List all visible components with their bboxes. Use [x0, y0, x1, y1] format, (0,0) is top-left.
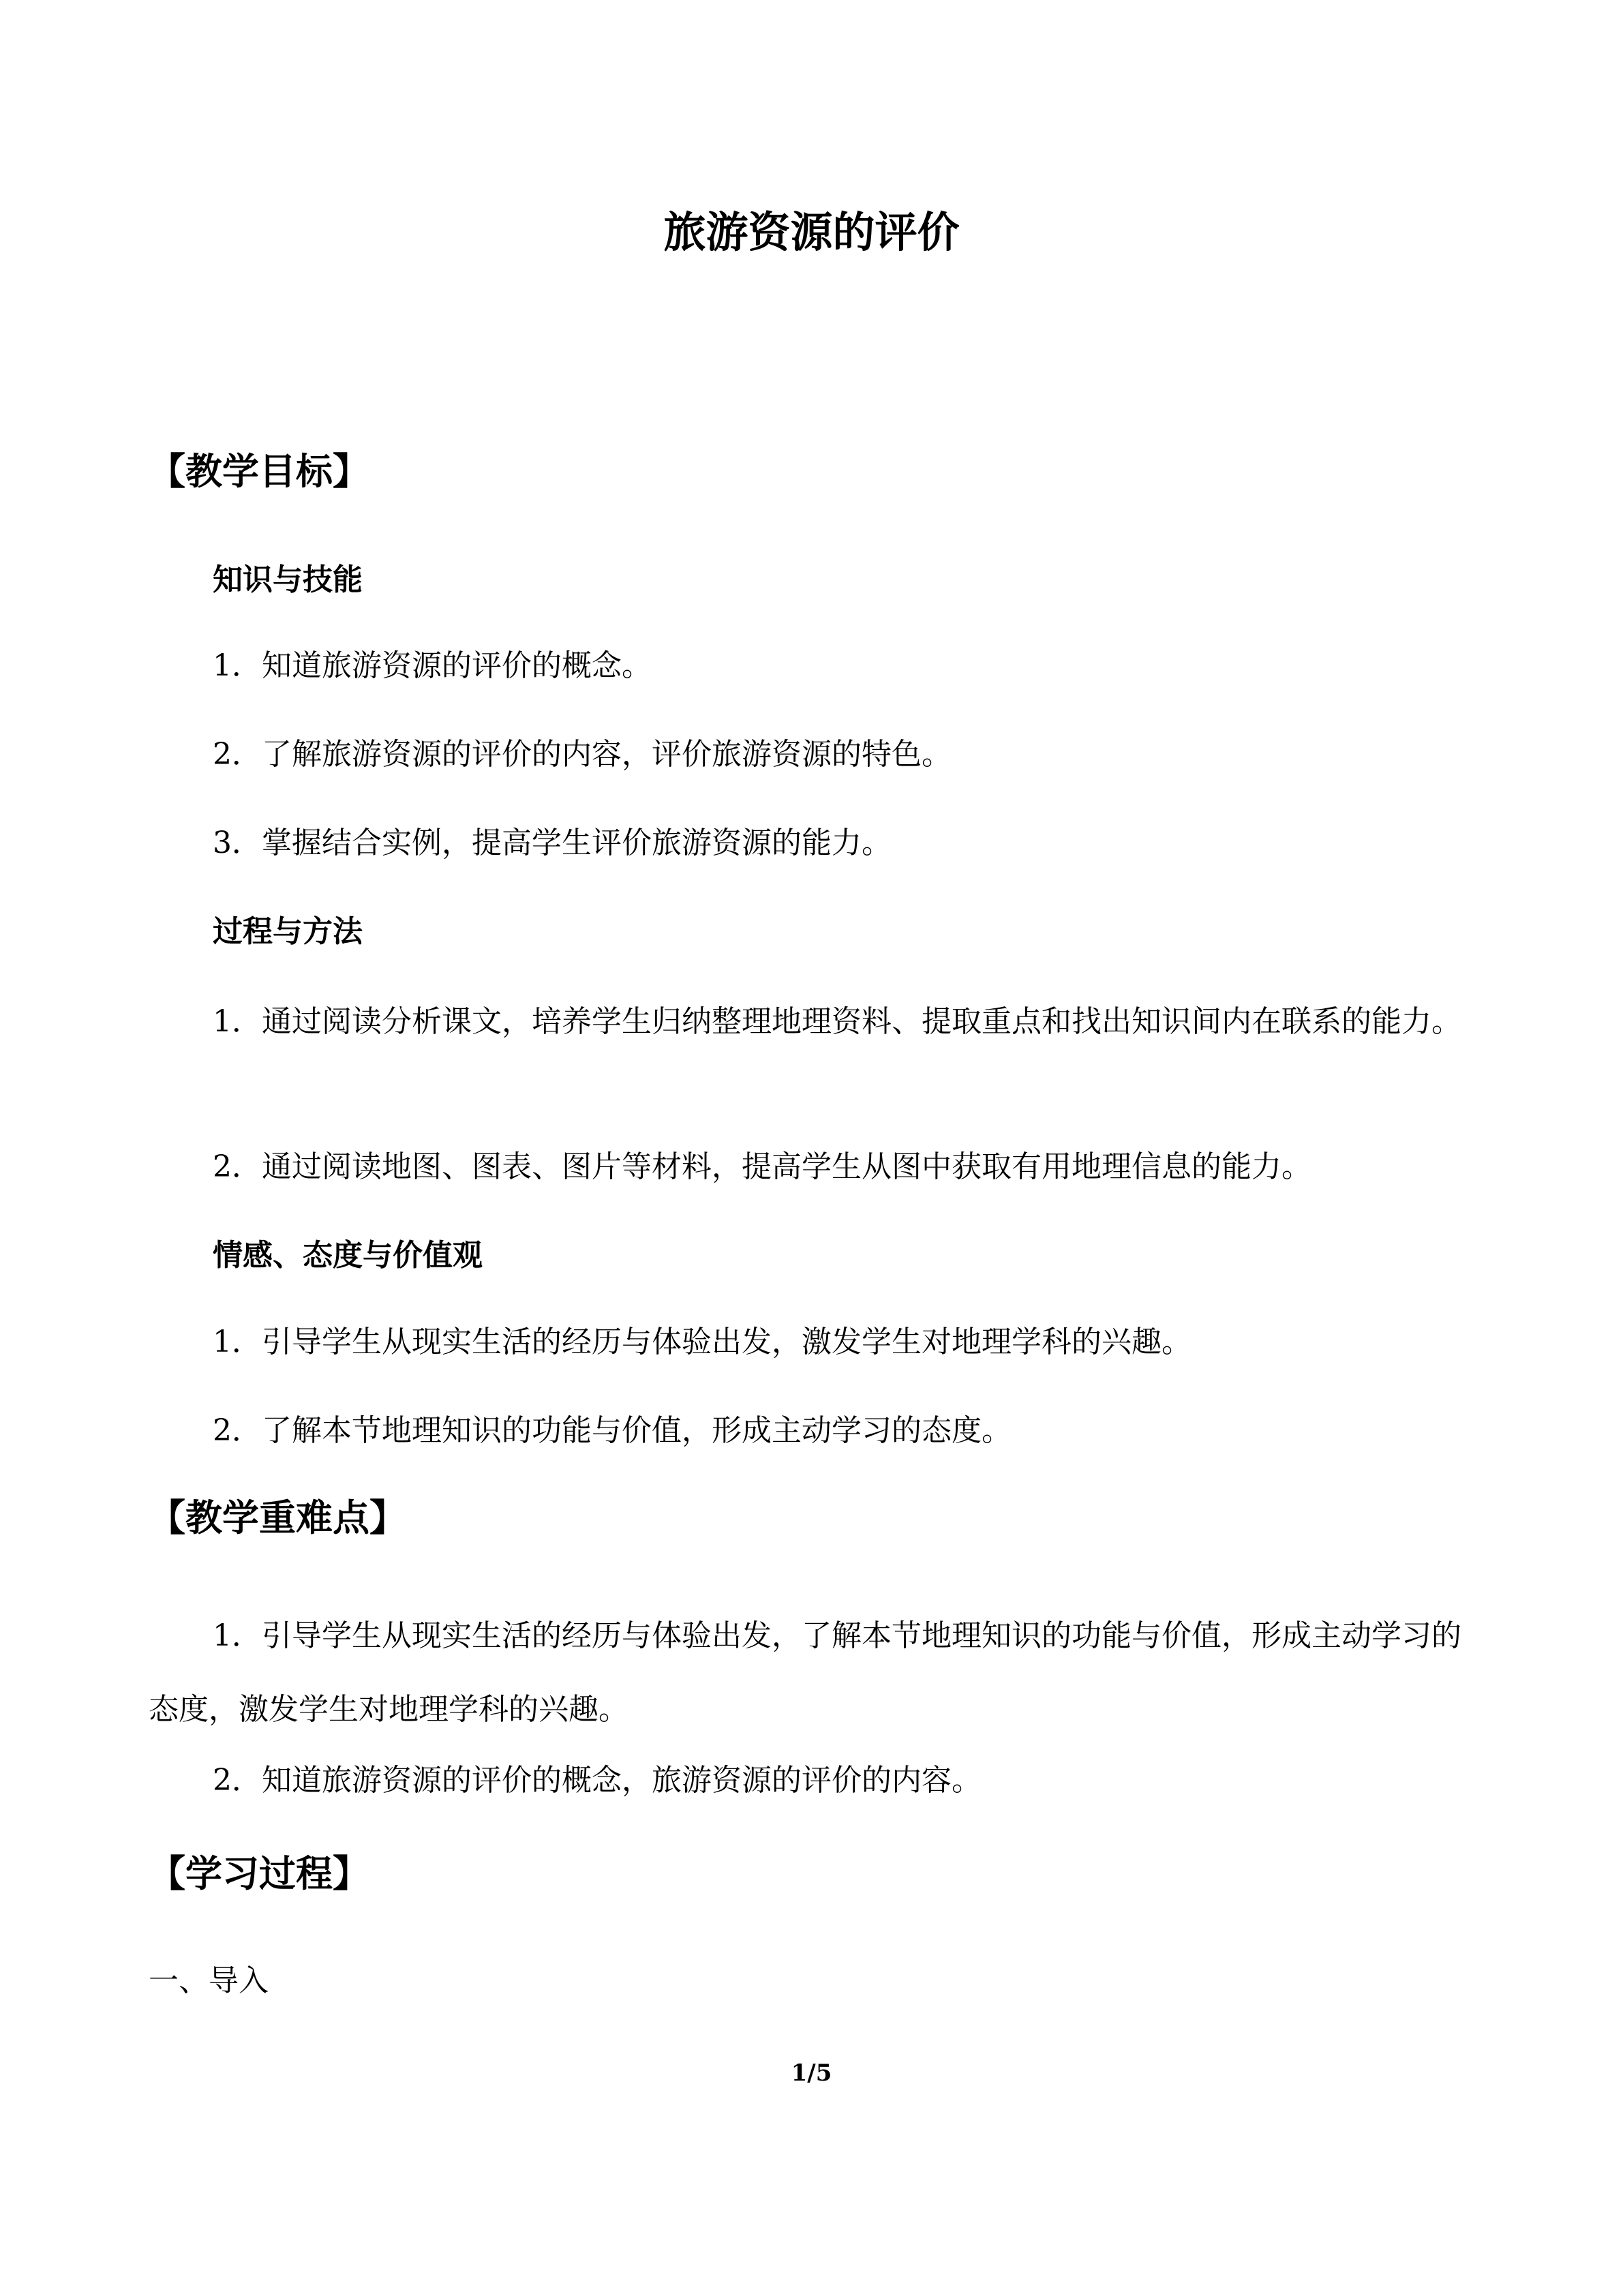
key-point-item-1: 1．引导学生从现实生活的经历与体验出发，了解本节地理知识的功能与价值，形成主动学习的态度，激发学生对地理学科的兴趣。: [149, 1618, 1461, 1727]
page-number: 1/5: [791, 2059, 832, 2087]
section-heading-learning-process: 【学习过程】: [149, 1852, 369, 1895]
subheading-process-methods: 过程与方法: [213, 914, 363, 949]
key-point-item-2: 2．知道旅游资源的评价的概念，旅游资源的评价的内容。: [213, 1763, 982, 1798]
knowledge-item-2: 2．了解旅游资源的评价的内容，评价旅游资源的特色。: [213, 737, 952, 772]
page-title: 旅游资源的评价: [663, 207, 960, 257]
emotion-item-1: 1．引导学生从现实生活的经历与体验出发，激发学生对地理学科的兴趣。: [213, 1325, 1192, 1359]
knowledge-item-3: 3．掌握结合实例，提高学生评价旅游资源的能力。: [213, 826, 892, 860]
knowledge-item-1: 1．知道旅游资源的评价的概念。: [213, 648, 652, 683]
emotion-item-2: 2．了解本节地理知识的功能与价值，形成主动学习的态度。: [213, 1413, 1012, 1448]
process-intro: 一、导入: [149, 1963, 269, 1998]
process-item-2: 2．通过阅读地图、图表、图片等材料，提高学生从图中获取有用地理信息的能力。: [213, 1149, 1311, 1184]
process-item-1: 1．通过阅读分析课文，培养学生归纳整理地理资料、提取重点和找出知识间内在联系的能力。: [213, 1004, 1461, 1039]
subheading-emotion-values: 情感、态度与价值观: [213, 1238, 483, 1273]
subheading-knowledge-skills: 知识与技能: [213, 562, 363, 597]
section-heading-objectives: 【教学目标】: [149, 450, 369, 493]
section-heading-key-points: 【教学重难点】: [149, 1496, 406, 1539]
